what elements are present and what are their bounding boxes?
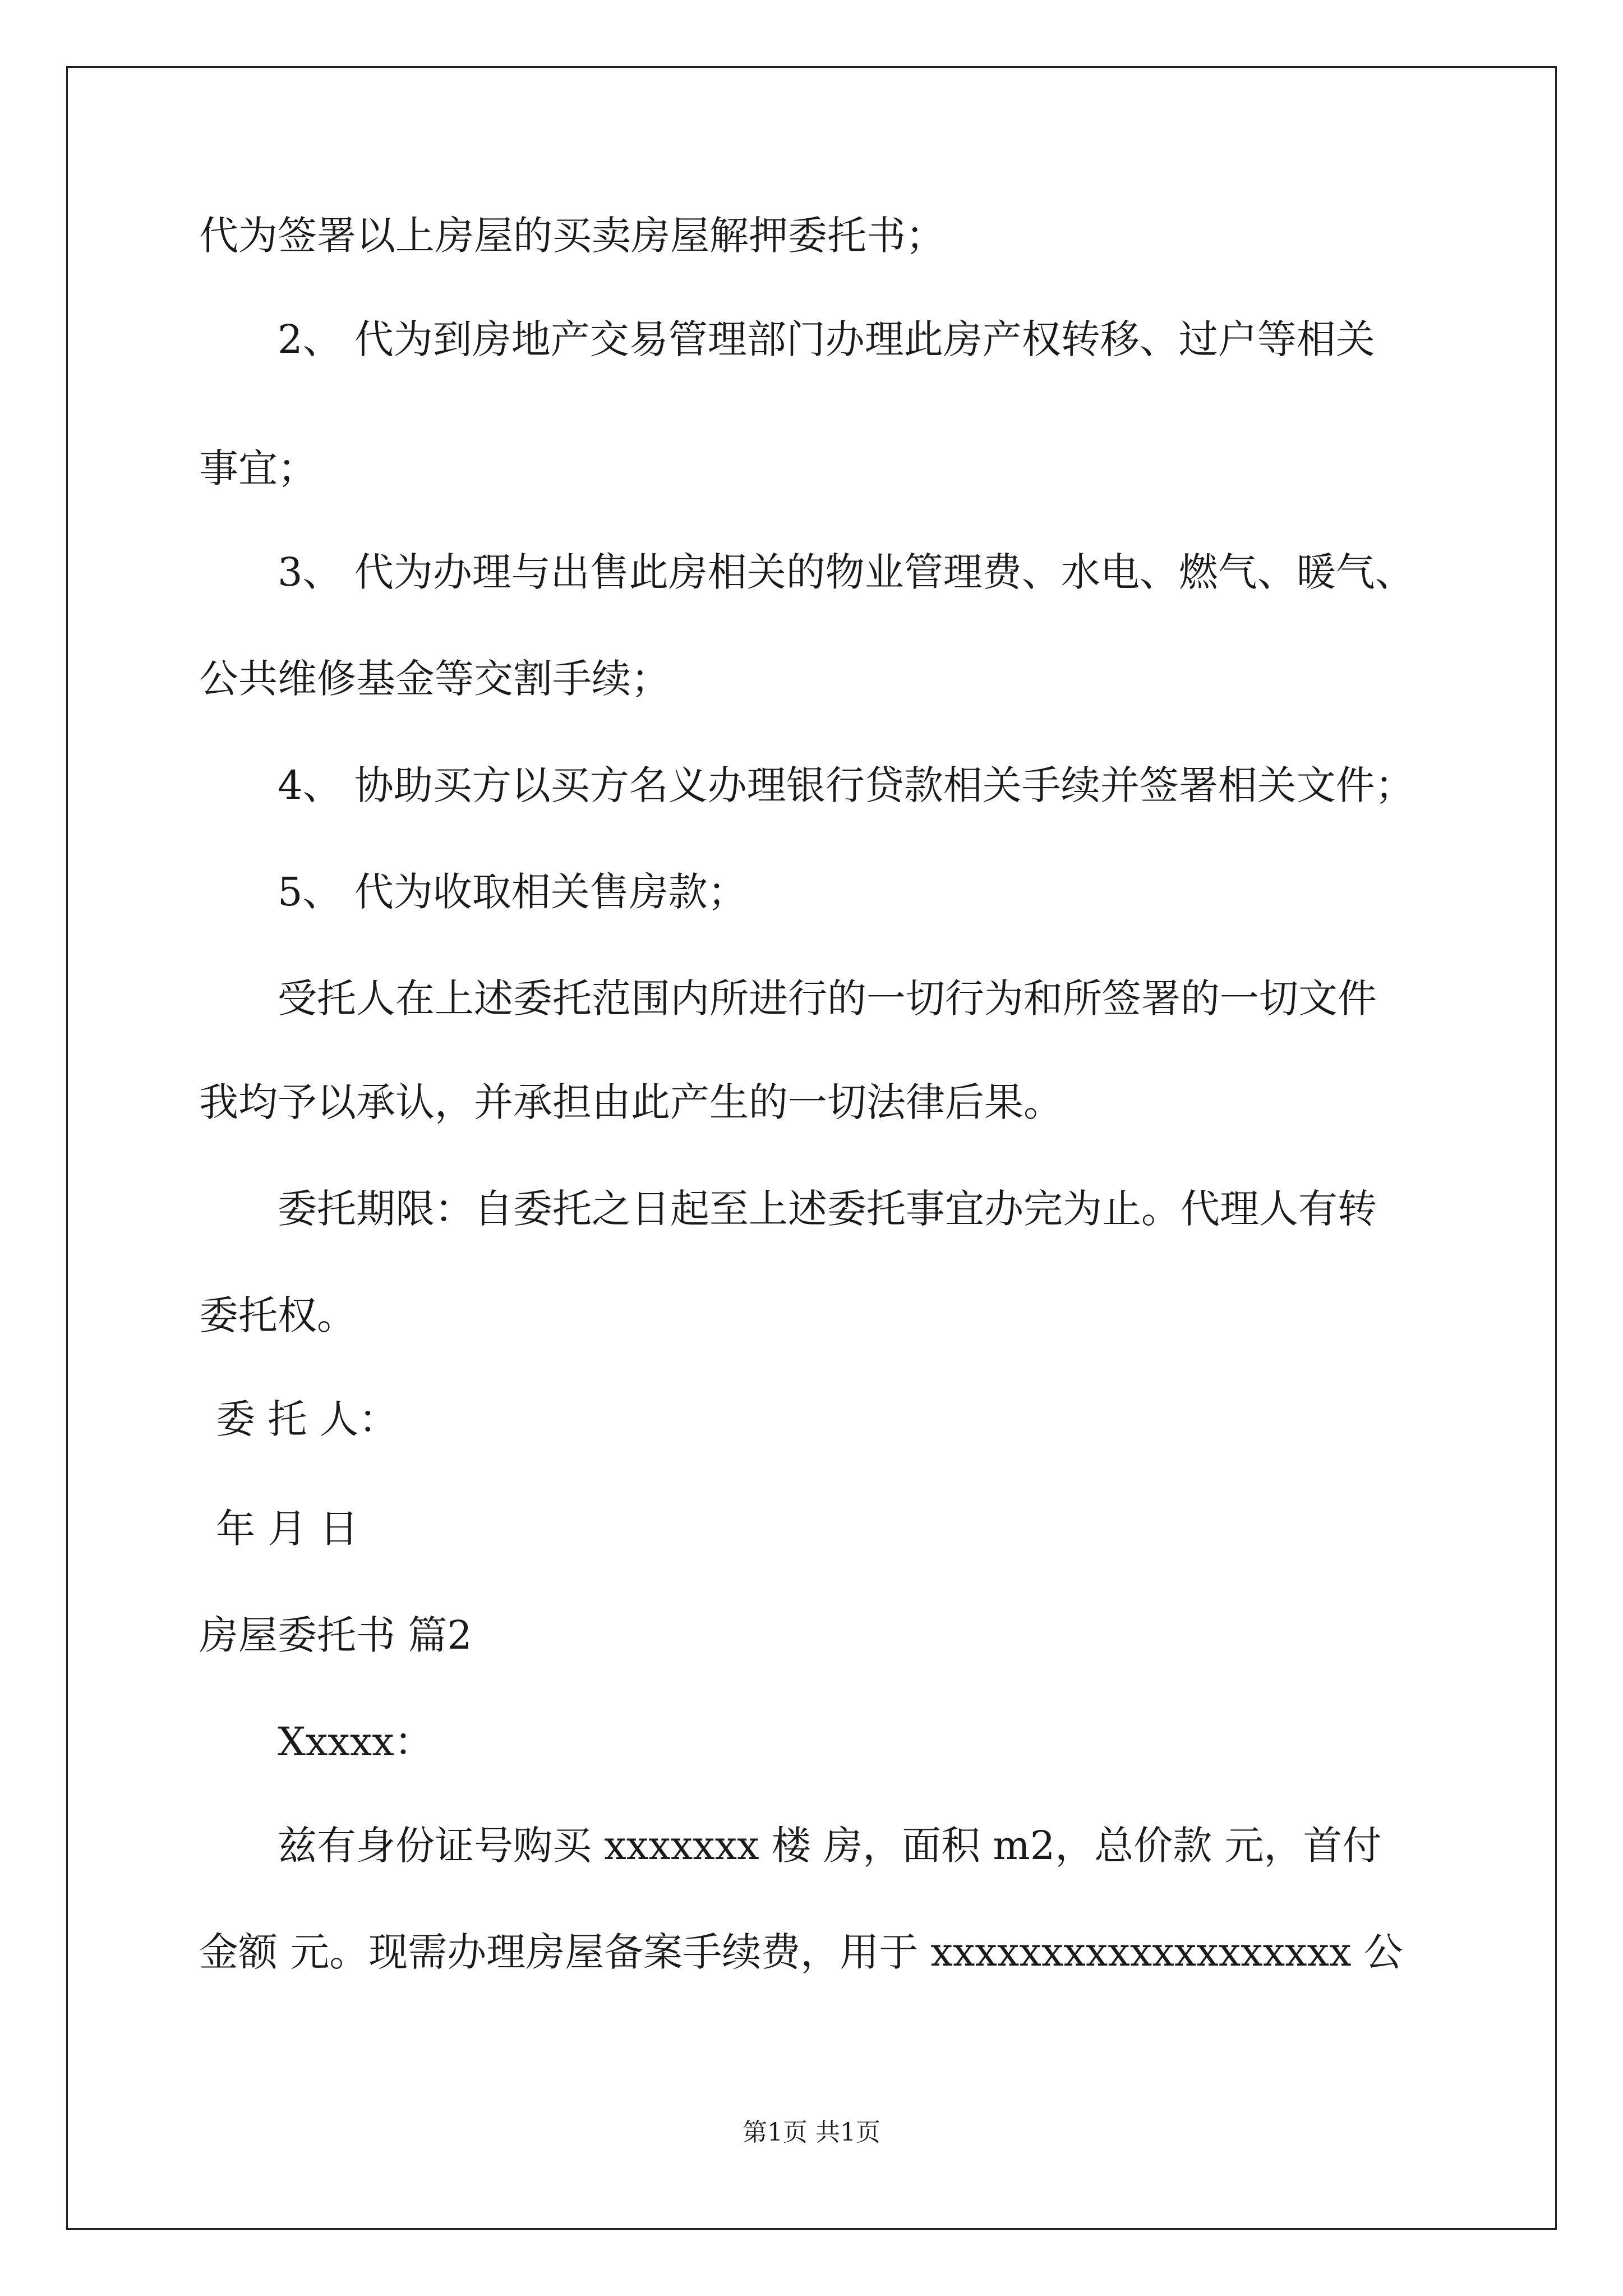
principal-label: 委 托 人：: [216, 1396, 398, 1442]
text-line-9: 我均予以承认，并承担由此产生的一切法律后果。: [199, 1079, 1063, 1125]
text-line-1: 代为签署以上房屋的买卖房屋解押委托书；: [199, 213, 945, 259]
date-label: 年 月 日: [216, 1506, 359, 1552]
addressee: Xxxxx：: [278, 1719, 434, 1765]
text-line-7: 5、 代为收取相关售房款；: [278, 869, 747, 915]
text-line-5: 公共维修基金等交割手续；: [199, 656, 670, 702]
text-line-6: 4、 协助买方以买方名义办理银行贷款相关手续并签署相关文件；: [278, 762, 1414, 808]
text-line-2: 2、 代为到房地产交易管理部门办理此房产权转移、过户等相关: [278, 316, 1375, 362]
text-line-17: 金额 元。现需办理房屋备案手续费，用于 xxxxxxxxxxxxxxxxxxx 公: [199, 1929, 1403, 1975]
text-line-3: 事宜；: [199, 445, 317, 491]
text-line-16: 兹有身份证号购买 xxxxxxx 楼 房，面积 m2，总价款 元，首付: [278, 1823, 1382, 1869]
text-line-11: 委托权。: [199, 1292, 356, 1338]
text-line-8: 受托人在上述委托范围内所进行的一切行为和所签署的一切文件: [278, 976, 1377, 1022]
text-line-10: 委托期限：自委托之日起至上述委托事宜办完为止。代理人有转: [278, 1186, 1377, 1232]
page-footer: 第1页 共1页: [743, 2118, 880, 2147]
page-border: [66, 66, 1557, 2230]
text-line-4: 3、 代为办理与出售此房相关的物业管理费、水电、燃气、暖气、: [278, 549, 1414, 595]
section-title: 房屋委托书 篇2: [199, 1612, 472, 1658]
